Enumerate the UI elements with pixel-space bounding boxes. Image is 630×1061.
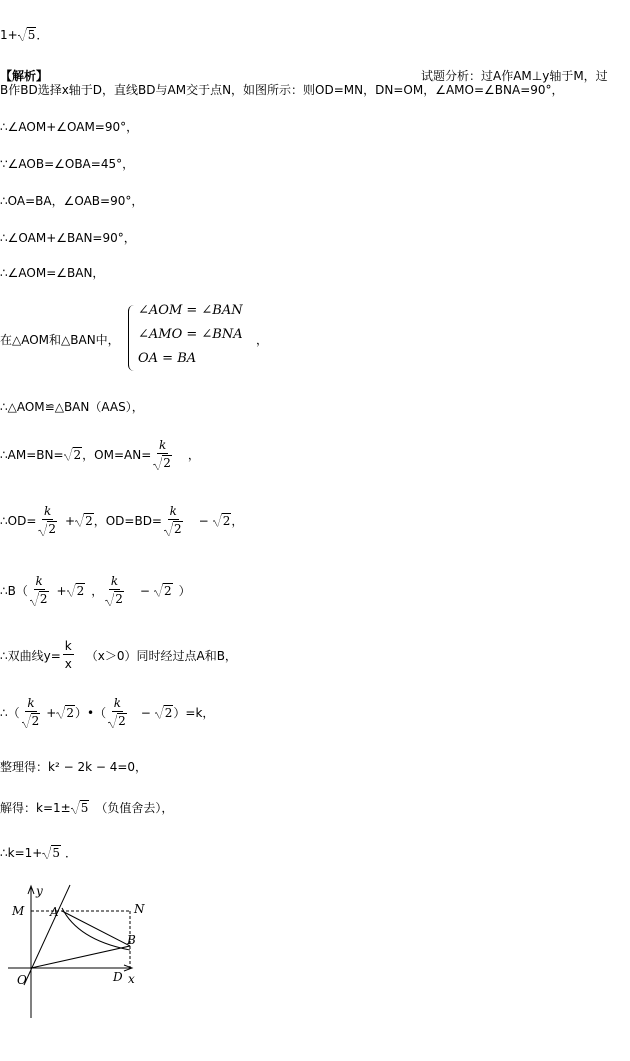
brace-symbol <box>128 305 135 371</box>
label-b: B <box>127 933 136 947</box>
equation-system <box>128 303 258 373</box>
label-d: D <box>113 970 123 984</box>
solution-line-1: B作BD选择x轴于D，直线BD与AM交于点N，如图所示：则OD=MN，DN=OM，∠AMO=∠BNA=90°， <box>0 83 564 97</box>
label-x: x <box>128 972 135 986</box>
solution-line-7: 在△AOM和△BAN中， <box>0 333 120 347</box>
solution-line-10: ∴OD= $\frac{k}{2}$ + 2 ，OD=BD= $\frac{k}{2}$ − 2 ， <box>0 504 244 536</box>
top-answer: 1+ 5． <box>0 28 49 42</box>
label-n: N <box>134 902 145 916</box>
solution-line-6: ∴∠AOM=∠BAN， <box>0 266 105 280</box>
solution-line-12: ∴双曲线y= $\frac{k}{x}$ （x＞0）同时经过点A和B， <box>0 639 237 671</box>
label-y: y <box>36 884 43 898</box>
solution-line-13: ∴（ $\frac{k}{2}$ + 2 ）•（ $\frac{k}{2}$ − 2 ）=k， <box>0 696 215 728</box>
label-o: O <box>17 973 27 987</box>
solution-line-3: ∵∠AOB=∠OBA=45°， <box>0 157 135 171</box>
line-ab <box>62 911 130 946</box>
label-m: M <box>12 904 25 918</box>
line-ob <box>31 946 130 968</box>
solution-line-4: ∴OA=BA，∠OAB=90°， <box>0 194 144 208</box>
system-row-1: ∠AOM = ∠BAN <box>138 303 243 318</box>
solution-line-11: ∴B（ $\frac{k}{2}$ + 2 ， $\frac{k}{2}$ − 2 ） <box>0 574 191 606</box>
solution-line-16: ∴k=1+ 5 ． <box>0 846 77 860</box>
solution-line-14: 整理得：k² − 2k − 4=0， <box>0 760 148 774</box>
solution-line-9: ∴AM=BN= 2 ，OM=AN= $\frac{k}{2}$ ， <box>0 438 200 470</box>
solution-line-2: ∴∠AOM+∠OAM=90°， <box>0 120 139 134</box>
solution-line-5: ∴∠OAM+∠BAN=90°， <box>0 231 136 245</box>
geometry-figure <box>0 880 160 1030</box>
solution-line-8: ∴△AOM≌△BAN（AAS）， <box>0 400 144 414</box>
system-suffix: ， <box>256 333 269 347</box>
analysis-head: 试题分析：过A作AM⊥y轴于M，过 <box>421 69 608 83</box>
label-a: A <box>50 905 59 919</box>
solution-line-15: 解得：k=1± 5 （负值舍去）， <box>0 801 174 815</box>
system-row-3: OA = BA <box>138 351 197 366</box>
analysis-tag: 【解析】 <box>0 69 49 83</box>
system-row-2: ∠AMO = ∠BNA <box>138 327 243 342</box>
